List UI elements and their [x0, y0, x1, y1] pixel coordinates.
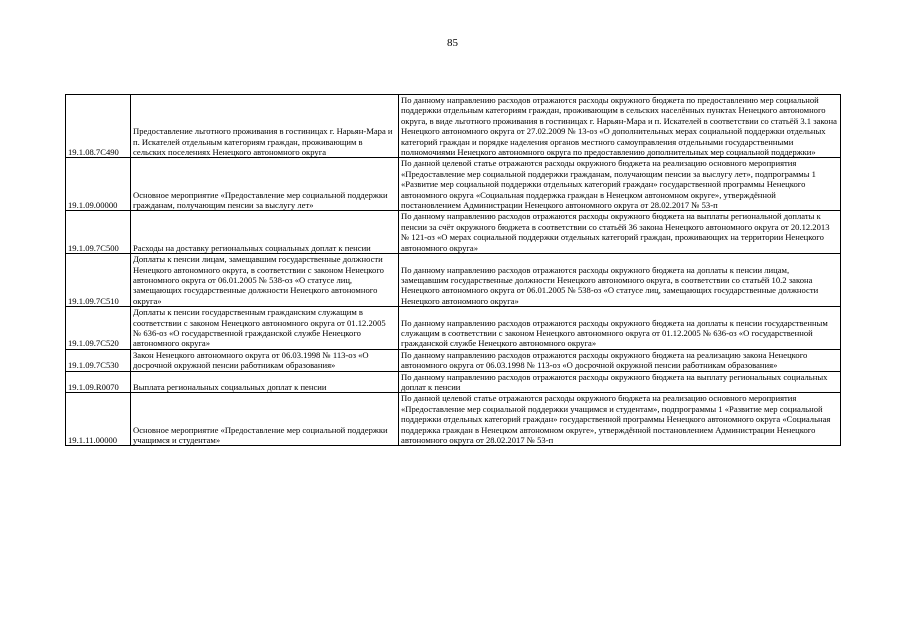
code-cell: 19.1.11.00000: [66, 393, 131, 446]
description-cell: По данному направлению расходов отражаются расходы окружного бюджета по предоставлению мер социальной поддержки отдельным категориям граждан, проживающим в сельских населённых пунктах Ненецкого автономного округа, в виде льготного проживания в гостиницах г. Нарьян-Мара и п. Искателей в соответствии со статьёй 3.1 закона Ненецкого автономного округа от 27.02.2009 № 13-оз «О дополнительных мерах социальной поддержки отдельных категорий граждан и порядке наделения органов местного самоуправления отдельными государственными полномочиями Ненецкого автономного округа по предоставлению дополнительных мер социальной поддержки»: [399, 95, 841, 158]
table-row: [66, 95, 841, 158]
table-row: [66, 307, 841, 350]
table-row: [66, 349, 841, 371]
description-cell: По данному направлению расходов отражаются расходы окружного бюджета на реализацию закона Ненецкого автономного округа от 06.03.1998 № 113-оз «О досрочной окружной пенсии работникам образования»: [399, 349, 841, 371]
code-cell: 19.1.09.R0070: [66, 371, 131, 393]
description-cell: По данному направлению расходов отражаются расходы окружного бюджета на доплаты к пенсии лицам, замещавшим государственные должности Ненецкого автономного округа, в соответствии со статьёй 10.2 закона Ненецкого автономного округа от 06.01.2005 № 538-оз «О статусе лиц, замещающих государственные должности Ненецкого автономного округа»: [399, 254, 841, 307]
code-cell: 19.1.09.00000: [66, 158, 131, 211]
table-body: [66, 95, 841, 446]
code-cell: 19.1.09.7С530: [66, 349, 131, 371]
name-cell: Закон Ненецкого автономного округа от 06.03.1998 № 113-оз «О досрочной окружной пенсии работникам образования»: [131, 349, 399, 371]
name-cell: Основное мероприятие «Предоставление мер социальной поддержки гражданам, получающим пенсии за выслугу лет»: [131, 158, 399, 211]
code-cell: 19.1.09.7С500: [66, 211, 131, 254]
description-cell: По данному направлению расходов отражаются расходы окружного бюджета на выплату региональных социальных доплат к пенсии: [399, 371, 841, 393]
description-cell: По данной целевой статье отражаются расходы окружного бюджета на реализацию основного мероприятия «Предоставление мер социальной поддержки учащимся и студентам», подпрограммы 1 «Развитие мер социальной поддержки отдельных категорий граждан» государственной программы Ненецкого автономного округа «Социальная поддержка граждан в Ненецком автономном округе», утверждённой постановлением Администрации Ненецкого автономного округа от 28.02.2017 № 53-п: [399, 393, 841, 446]
name-cell: Доплаты к пенсии лицам, замещавшим государственные должности Ненецкого автономного округа, в соответствии с законом Ненецкого автономного округа от 06.01.2005 № 538-оз «О статусе лиц, замещающих государственные должности Ненецкого автономного округа»: [131, 254, 399, 307]
code-cell: 19.1.08.7С490: [66, 95, 131, 158]
table-row: [66, 371, 841, 393]
table-row: [66, 393, 841, 446]
name-cell: Предоставление льготного проживания в гостиницах г. Нарьян-Мара и п. Искателей отдельным категориям граждан, проживающим в сельских поселениях Ненецкого автономного округа: [131, 95, 399, 158]
description-cell: По данной целевой статье отражаются расходы окружного бюджета на реализацию основного мероприятия «Предоставление мер социальной поддержки гражданам, получающим пенсии за выслугу лет», подпрограммы 1 «Развитие мер социальной поддержки отдельных категорий граждан» государственной программы Ненецкого автономного округа «Социальная поддержка граждан в Ненецком автономном округе», утверждённой постановлением Администрации Ненецкого автономного округа от 28.02.2017 № 53-п: [399, 158, 841, 211]
table-row: [66, 211, 841, 254]
name-cell: Основное мероприятие «Предоставление мер социальной поддержки учащимся и студентам»: [131, 393, 399, 446]
table-row: [66, 158, 841, 211]
page-number: 85: [447, 37, 458, 49]
name-cell: Выплата региональных социальных доплат к пенсии: [131, 371, 399, 393]
code-cell: 19.1.09.7С510: [66, 254, 131, 307]
code-cell: 19.1.09.7С520: [66, 307, 131, 350]
table-row: [66, 254, 841, 307]
name-cell: Доплаты к пенсии государственным гражданским служащим в соответствии с законом Ненецкого автономного округа от 01.12.2005 № 636-оз «О государственной гражданской службе Ненецкого автономного округа»: [131, 307, 399, 350]
description-cell: По данному направлению расходов отражаются расходы окружного бюджета на доплаты к пенсии государственным служащим в соответствии с законом Ненецкого автономного округа от 01.12.2005 № 636-оз «О государственной гражданской службе Ненецкого автономного округа»: [399, 307, 841, 350]
budget-classification-table: [65, 94, 841, 446]
name-cell: Расходы на доставку региональных социальных доплат к пенсии: [131, 211, 399, 254]
description-cell: По данному направлению расходов отражаются расходы окружного бюджета на выплаты региональной доплаты к пенсии за счёт окружного бюджета в соответствии со статьёй 36 закона Ненецкого автономного округа от 20.12.2013 № 121-оз «О мерах социальной поддержки отдельных категорий граждан, проживающих на территории Ненецкого автономного округа»: [399, 211, 841, 254]
